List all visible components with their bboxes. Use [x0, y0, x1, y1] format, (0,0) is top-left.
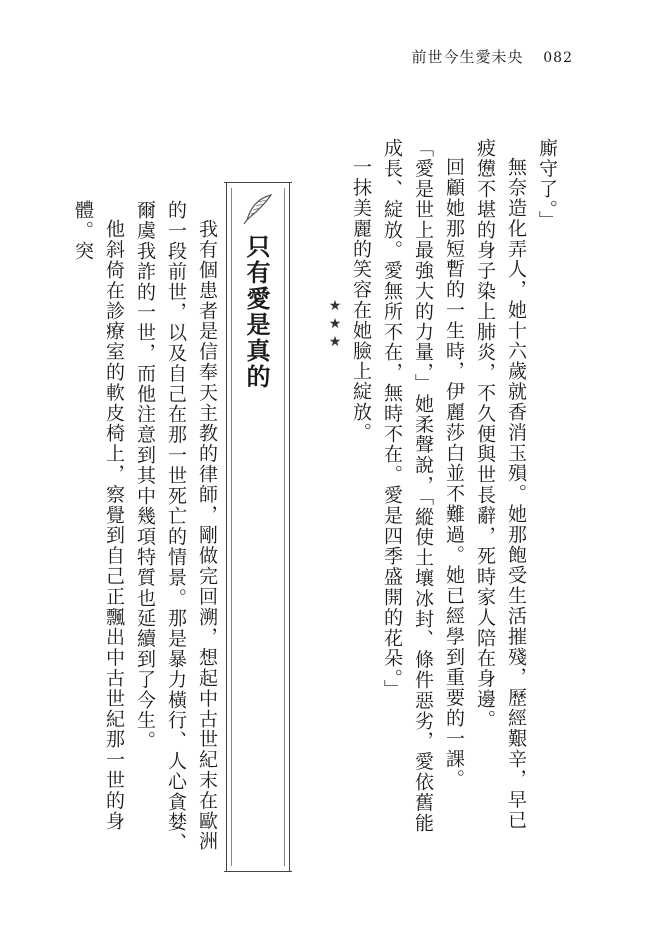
paragraph: 我有個患者是信奉天主教的律師，剛做完回溯，想起中古世紀末在歐洲的一段前世，以及自己在那一世死亡的情景。那是暴力橫行、人心貪婪、爾虞我詐的一世，而他注意到其中幾項特質也延續到了今生。	[134, 200, 218, 853]
paragraph: 無奈造化弄人，她十六歲就香消玉殞。她那飽受生活摧殘，歷經艱辛，早已疲憊不堪的身子染上肺炎，不久便與世長辭，死時家人陪在身邊。	[474, 138, 527, 831]
paragraph: 一抹美麗的笑容在她臉上綻放。	[350, 157, 372, 443]
paragraph: 廝守了。」	[536, 138, 558, 231]
paragraph: 回顧她那短暫的一生時，伊麗莎白並不難過。她已經學到重要的一課。	[443, 157, 465, 790]
paragraph: 他斜倚在診療室的軟皮椅上，察覺到自己正飄出中古世紀那一世的身體。突	[72, 200, 125, 831]
page-number: 082	[543, 50, 573, 66]
book-title: 前世今生愛未央	[411, 48, 524, 66]
running-header	[411, 46, 573, 67]
paragraph: 「愛是世上最強大的力量，」她柔聲說，「縱使土壤冰封、條件惡劣，愛依舊能成長、綻放。愛無所不在，無時不在。愛是四季盛開的花朵。」	[381, 138, 434, 833]
feather-icon	[241, 192, 277, 226]
section-heading-box	[226, 182, 290, 872]
section-title: 只有愛是真的	[242, 234, 270, 390]
section-divider-stars: ★★★	[327, 298, 343, 352]
section-text	[72, 200, 222, 860]
main-text	[345, 138, 562, 838]
